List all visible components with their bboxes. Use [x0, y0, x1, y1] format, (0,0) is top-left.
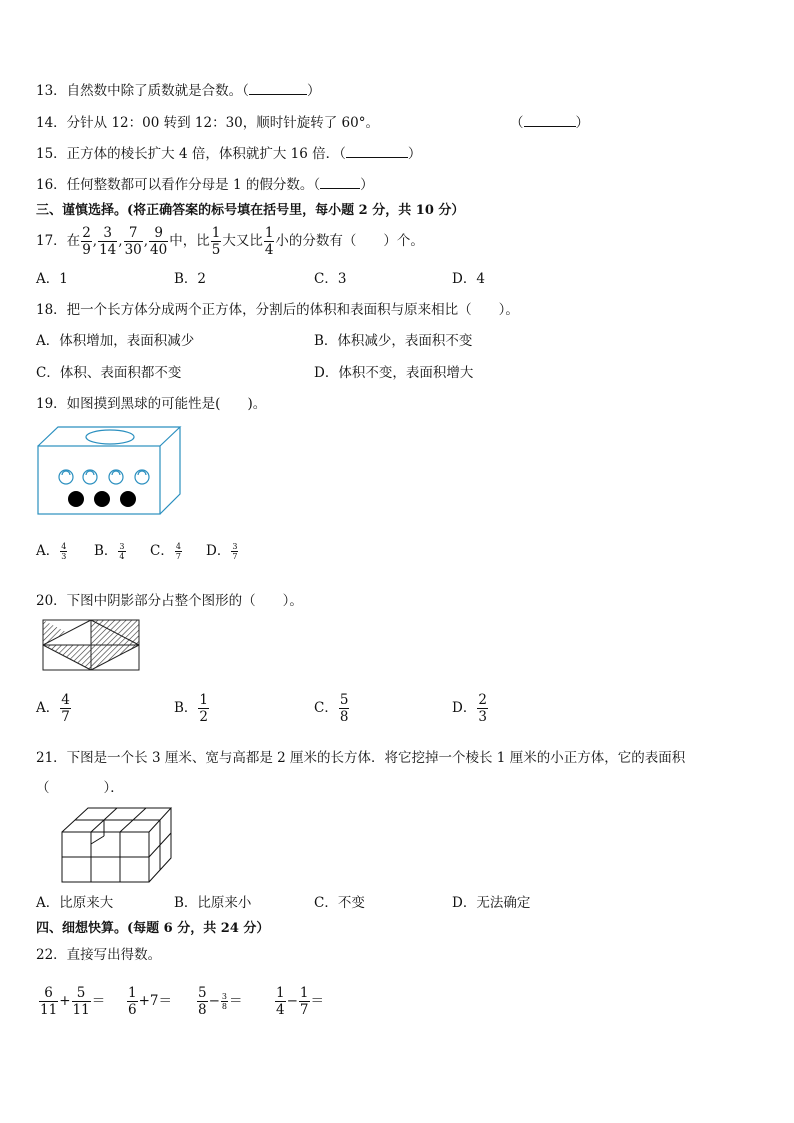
answer-blank[interactable]	[320, 176, 360, 189]
option-d[interactable]: D．体积不变，表面积增大	[314, 365, 474, 381]
fraction: $\frac{1}{4}$	[264, 225, 274, 258]
black-ball	[120, 491, 136, 507]
section-heading-3: 三、谨慎选择。(将正确答案的标号填在括号里，每小题 2 分，共 10 分）	[36, 203, 465, 218]
option-a[interactable]: A．1	[36, 271, 68, 287]
fraction: $\frac{3}{14}$	[99, 225, 117, 258]
fraction: $\frac{7}{30}$	[124, 225, 142, 258]
option-c[interactable]: C． $\frac{4}{7}$	[150, 542, 181, 561]
option-b[interactable]: B． $\frac{3}{4}$	[94, 542, 125, 561]
question-22: 22．直接写出得数。	[36, 947, 162, 963]
black-ball	[68, 491, 84, 507]
black-ball	[94, 491, 110, 507]
cuboid-figure	[60, 806, 174, 884]
option-a[interactable]: A． $\frac{4}{7}$	[36, 692, 70, 725]
question-21: 21．下图是一个长 3 厘米、宽与高都是 2 厘米的长方体．将它挖掉一个棱长 1 厘米的小正方体，它的表面积	[36, 750, 686, 766]
question-16: 16．任何整数都可以看作分母是 1 的假分数。（ ）	[36, 177, 374, 193]
option-d[interactable]: D．4	[452, 271, 485, 287]
question-15: 15．正方体的棱长扩大 4 倍，体积就扩大 16 倍．（ ）	[36, 146, 422, 162]
option-c[interactable]: C．3	[314, 271, 347, 287]
answer-blank[interactable]	[249, 82, 307, 95]
shaded-rectangle-figure	[42, 619, 142, 673]
option-b[interactable]: B．体积减少，表面积不变	[314, 333, 473, 349]
question-13: 13．自然数中除了质数就是合数。（ ）	[36, 83, 321, 99]
option-b[interactable]: B．2	[174, 271, 207, 287]
fraction: $\frac{1}{5}$	[211, 225, 221, 258]
question-14: 14．分针从 12：00 转到 12：30，顺时针旋转了 60°。	[36, 115, 379, 131]
option-c[interactable]: C．不变	[314, 895, 365, 911]
answer-blank[interactable]	[524, 114, 576, 127]
question-19: 19．如图摸到黑球的可能性是( )。	[36, 396, 267, 412]
expression-1: $\frac{6}{11}$ + $\frac{5}{11}$ ＝	[40, 985, 106, 1018]
ball-box-figure	[36, 424, 184, 516]
question-18: 18．把一个长方体分成两个正方体，分割后的体积和表面积与原来相比（ ）。	[36, 302, 519, 318]
option-d[interactable]: D．无法确定	[452, 895, 531, 911]
option-a[interactable]: A．比原来大	[36, 895, 114, 911]
question-14-answer: （ ）	[510, 115, 589, 131]
option-a[interactable]: A．体积增加，表面积减少	[36, 333, 195, 349]
option-c[interactable]: C．体积、表面积都不变	[36, 365, 182, 381]
question-21-blank[interactable]: （ ）．	[36, 780, 124, 796]
expression-2: $\frac{1}{6}$ +7＝	[128, 985, 172, 1018]
option-b[interactable]: B．比原来小	[174, 895, 252, 911]
option-b[interactable]: B． $\frac{1}{2}$	[174, 692, 209, 725]
fraction: $\frac{9}{40}$	[150, 225, 168, 258]
question-17: 17．在 $\frac{2}{9}$ , $\frac{3}{14}$ , $\frac{7}{30}$ , $\frac{9}{40}$ 中，比 $\frac{1}{5}$ 大又比 $\frac{1}{4}$ 小的分数有（ ）个。	[36, 225, 424, 258]
expression-4: $\frac{1}{4}$ − $\frac{1}{7}$ ＝	[276, 985, 324, 1018]
option-a[interactable]: A． $\frac{4}{3}$	[36, 542, 67, 561]
fraction: $\frac{2}{9}$	[82, 225, 91, 258]
option-d[interactable]: D． $\frac{2}{3}$	[452, 692, 487, 725]
option-d[interactable]: D． $\frac{3}{7}$	[206, 542, 238, 561]
answer-blank[interactable]	[346, 145, 408, 158]
expression-3: $\frac{5}{8}$ − $\frac{3}{8}$ ＝	[198, 985, 243, 1018]
question-20: 20．下图中阴影部分占整个图形的（ ）。	[36, 593, 303, 609]
section-heading-4: 四、细想快算。(每题 6 分，共 24 分）	[36, 921, 270, 936]
option-c[interactable]: C． $\frac{5}{8}$	[314, 692, 349, 725]
